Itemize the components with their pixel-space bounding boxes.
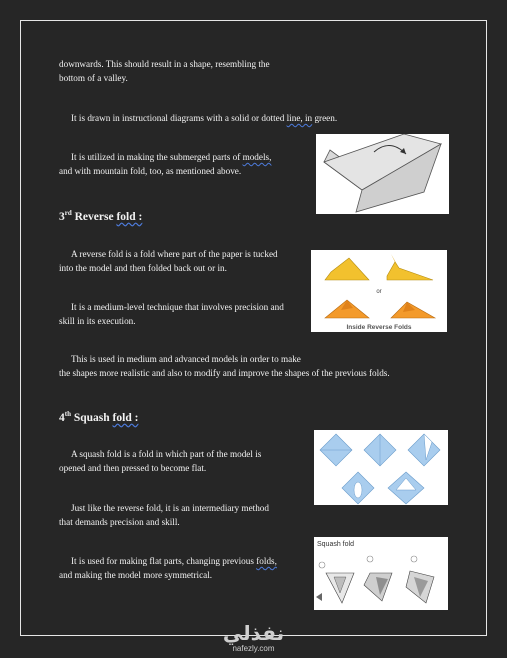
text-run: green.: [312, 113, 338, 123]
paragraph-reverse-level: [59, 301, 284, 328]
text-line: into the model and then folded back out or in.: [59, 262, 227, 273]
paragraph-reverse-definition: [59, 248, 278, 275]
paragraph-reverse-usage: [59, 353, 390, 380]
text-line: that demands precision and skill.: [59, 516, 180, 527]
heading-suffix: th: [64, 410, 71, 418]
text-line: It is a medium-level technique that involves precision and: [71, 302, 284, 312]
heading-text: Reverse: [71, 211, 117, 223]
text-line: the shapes more realistic and also to modify and improve the shapes of the previous folds.: [59, 367, 390, 378]
text-line: skill in its execution.: [59, 315, 136, 326]
text-line: bottom of a valley.: [59, 72, 128, 83]
heading-text: Squash: [70, 412, 113, 424]
squash-fold-photo-illustration: [314, 537, 448, 610]
heading-number: 3: [59, 211, 65, 223]
paragraph-valley-end: [59, 58, 270, 85]
paragraph-squash-definition: [59, 448, 261, 475]
nafezly-watermark-logo: [0, 622, 507, 653]
spellcheck-underlined-text: fold :: [116, 211, 143, 223]
squash-fold-steps-illustration: [314, 430, 448, 505]
heading-squash-fold: [59, 407, 138, 425]
figure-caption: Inside Reverse Folds: [346, 324, 412, 331]
heading-suffix: rd: [64, 209, 72, 217]
paragraph-utilized: [59, 151, 271, 178]
text-line: A squash fold is a fold in which part of the model is: [71, 449, 262, 459]
text-line: and with mountain fold, too, as mentioned above.: [59, 165, 242, 176]
heading-number: 4: [59, 412, 65, 424]
inside-reverse-folds-illustration: [311, 250, 447, 332]
paragraph-squash-level: [59, 502, 269, 529]
text-run: It is used for making flat parts, changing previous: [71, 556, 257, 566]
spellcheck-underlined-text: folds,: [256, 556, 277, 566]
document-page: [20, 20, 487, 636]
logo-url: nafezly.com: [232, 644, 275, 653]
logo-text: نفذلي: [222, 621, 285, 645]
text-line: opened and then pressed to become flat.: [59, 462, 207, 473]
spellcheck-underlined-text: line, in: [286, 113, 313, 123]
text-run: It is utilized in making the submerged parts of: [71, 152, 243, 162]
text-line: This is used in medium and advanced models in order to make: [71, 354, 301, 364]
paragraph-drawn: [71, 112, 337, 126]
text-line: A reverse fold is a fold where part of the paper is tucked: [71, 249, 278, 259]
text-line: downwards. This should result in a shape, resembling the: [59, 59, 270, 69]
text-line: Just like the reverse fold, it is an intermediary method: [71, 503, 269, 513]
paragraph-squash-usage: [59, 555, 277, 582]
figure-title: Squash fold: [317, 541, 354, 548]
spellcheck-underlined-text: fold :: [112, 412, 139, 424]
figure-or-label: or: [376, 289, 382, 295]
heading-reverse-fold: [59, 206, 142, 224]
text-line: and making the model more symmetrical.: [59, 569, 213, 580]
valley-fold-illustration: [316, 134, 449, 214]
spellcheck-underlined-text: models,: [242, 152, 272, 162]
text-run: It is drawn in instructional diagrams with a solid or dotted: [71, 113, 287, 123]
